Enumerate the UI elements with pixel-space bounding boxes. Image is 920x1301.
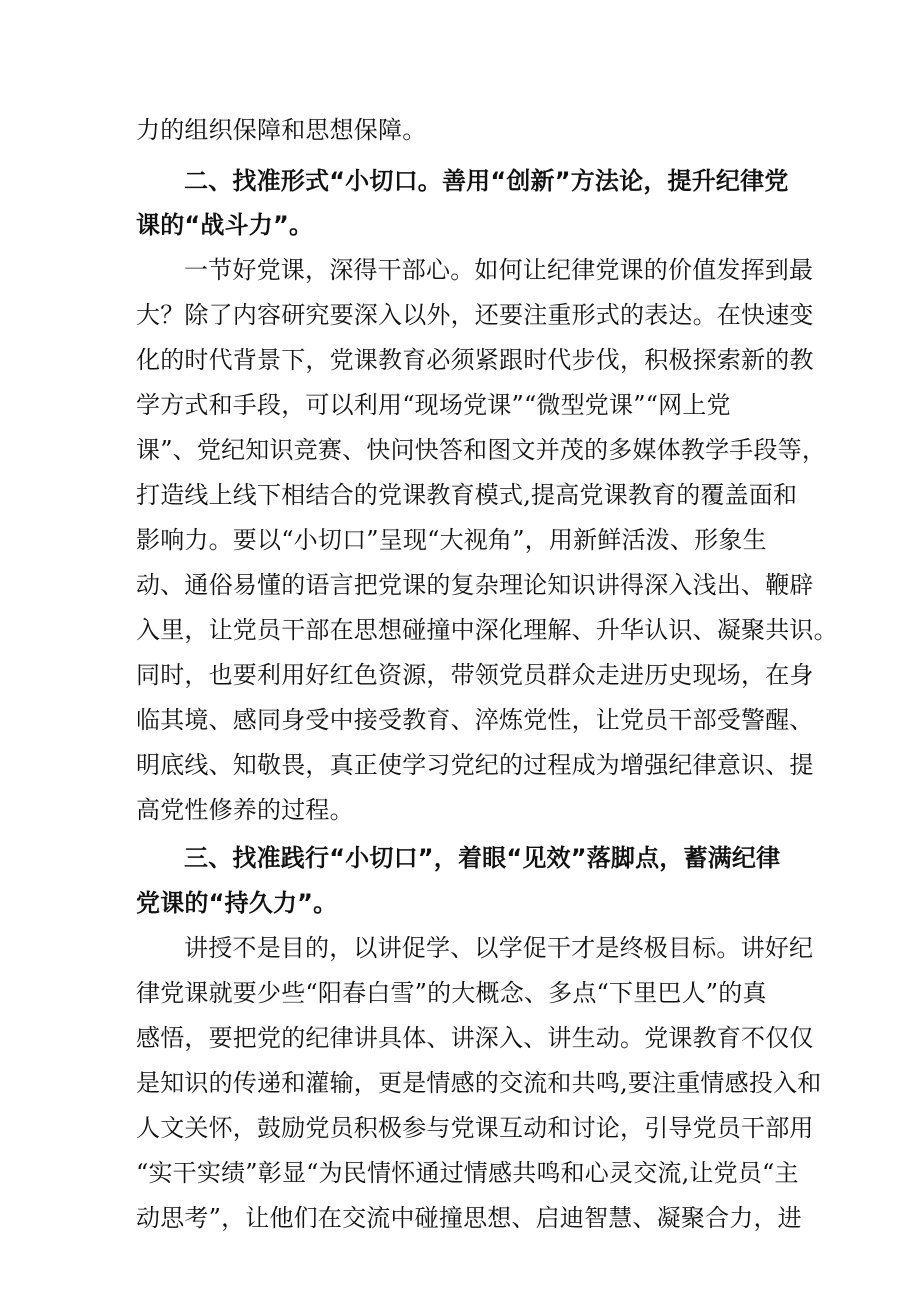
section-heading-3: 三、找准践行“小切口”，着眼“见效”落脚点，蓄满纪律 [184, 844, 781, 872]
paragraph-line: 明底线、知敬畏，真正使学习党纪的过程成为增强纪律意识、提 [136, 751, 814, 779]
paragraph-line: 入里，让党员干部在思想碰撞中深化理解、升华认识、凝聚共识。 [136, 616, 838, 644]
paragraph-line: 感悟，要把党的纪律讲具体、讲深入、讲生动。党课教育不仅仅 [136, 1024, 814, 1052]
paragraph-line: 人文关怀，鼓励党员积极参与党课互动和讨论，引导党员干部用 [136, 1114, 814, 1142]
paragraph-line: “实干实绩”彰显“为民情怀通过情感共鸣和心灵交流,让党员“主 [136, 1159, 799, 1187]
paragraph-line: 一节好党课，深得干部心。如何让纪律党课的价值发挥到最 [184, 256, 814, 284]
section-heading-3-cont: 党课的“持久力”。 [136, 889, 338, 917]
paragraph-line: 同时，也要利用好红色资源，带领党员群众走进历史现场，在身 [136, 661, 814, 689]
section-heading-2: 二、找准形式“小切口。善用“创新”方法论，提升纪律党 [184, 167, 789, 195]
paragraph-line: 高党性修养的过程。 [136, 796, 354, 824]
paragraph-line: 化的时代背景下，党课教育必须紧跟时代步伐，积极探索新的教 [136, 346, 814, 374]
paragraph-line: 学方式和手段，可以利用“现场党课”“微型党课”“网上党 [136, 391, 731, 419]
paragraph-line: 临其境、感同身受中接受教育、淬炼党性，让党员干部受警醒、 [136, 706, 814, 734]
section-heading-2-cont: 课的“战斗力”。 [136, 211, 314, 239]
paragraph-line: 打造线上线下相结合的党课教育模式,提高党课教育的覆盖面和 [136, 481, 798, 509]
paragraph-line: 讲授不是目的，以讲促学、以学促干才是终极目标。讲好纪 [184, 934, 814, 962]
paragraph-line: 动、通俗易懂的语言把党课的复杂理论知识讲得深入浅出、鞭辟 [136, 571, 814, 599]
paragraph-line: 力的组织保障和思想保障。 [136, 116, 427, 144]
paragraph-line: 大？除了内容研究要深入以外，还要注重形式的表达。在快速变 [136, 301, 814, 329]
paragraph-line: 是知识的传递和灌输，更是情感的交流和共鸣,要注重情感投入和 [136, 1069, 822, 1097]
paragraph-line: 影响力。要以“小切口”呈现“大视角”，用新鲜活泼、形象生 [136, 526, 767, 554]
paragraph-line: 动思考”，让他们在交流中碰撞思想、启迪智慧、凝聚合力，进 [136, 1204, 802, 1232]
paragraph-line: 律党课就要少些“阳春白雪”的大概念、多点“下里巴人”的真 [136, 979, 767, 1007]
paragraph-line: 课”、党纪知识竞赛、快问快答和图文并茂的多媒体教学手段等， [136, 436, 827, 464]
